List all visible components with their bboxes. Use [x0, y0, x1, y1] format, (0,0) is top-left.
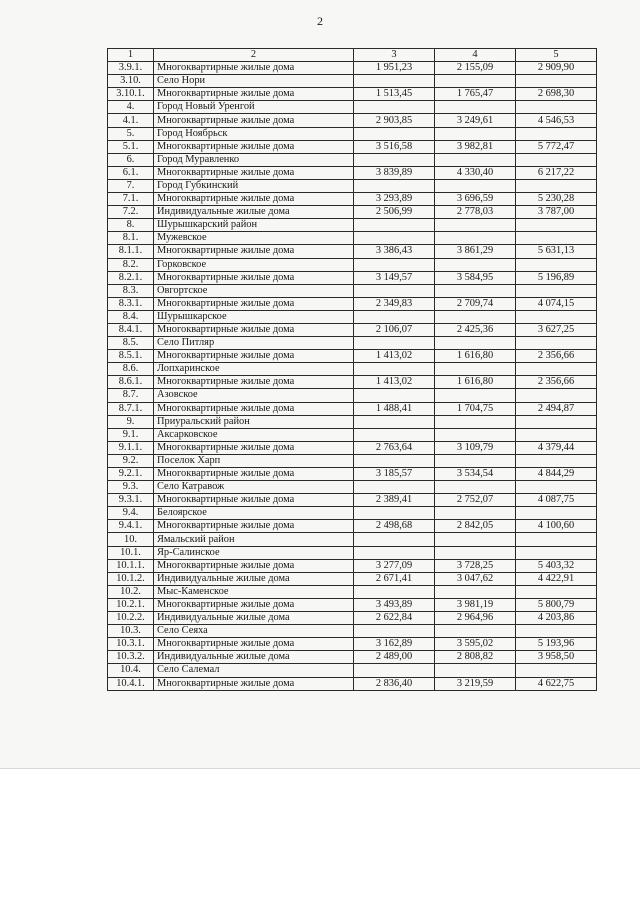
value-col4-cell: 3 982,81: [435, 140, 516, 153]
value-col3-cell: 2 506,99: [354, 206, 435, 219]
table-row: [108, 75, 597, 88]
value-col3-cell: [354, 179, 435, 192]
table-row: [108, 323, 597, 336]
value-col4-cell: [435, 507, 516, 520]
name-cell: Село Салемал: [154, 664, 354, 677]
value-col4-cell: 3 534,54: [435, 468, 516, 481]
name-cell: Село Питляр: [154, 337, 354, 350]
value-col3-cell: [354, 258, 435, 271]
name-cell: Многоквартирные жилые дома: [154, 468, 354, 481]
value-col3-cell: [354, 481, 435, 494]
table-row: [108, 245, 597, 258]
row-number-cell: 9.2.: [108, 454, 154, 467]
table-row: [108, 219, 597, 232]
value-col4-cell: [435, 533, 516, 546]
page-number: 2: [317, 14, 323, 28]
name-cell: Село Сеяха: [154, 625, 354, 638]
value-col5-cell: 4 074,15: [516, 297, 597, 310]
value-col5-cell: [516, 428, 597, 441]
value-col3-cell: [354, 101, 435, 114]
value-col3-cell: 1 513,45: [354, 88, 435, 101]
row-number-cell: 10.1.: [108, 546, 154, 559]
value-col5-cell: 4 100,60: [516, 520, 597, 533]
value-col3-cell: [354, 415, 435, 428]
table-row: [108, 415, 597, 428]
value-col4-cell: 3 981,19: [435, 598, 516, 611]
name-cell: Многоквартирные жилые дома: [154, 114, 354, 127]
value-col5-cell: [516, 179, 597, 192]
value-col4-cell: [435, 258, 516, 271]
value-col3-cell: [354, 284, 435, 297]
value-col4-cell: 2 709,74: [435, 297, 516, 310]
value-col3-cell: 2 671,41: [354, 572, 435, 585]
table-row: [108, 677, 597, 690]
row-number-cell: 9.1.: [108, 428, 154, 441]
value-col5-cell: [516, 75, 597, 88]
value-col4-cell: 3 696,59: [435, 193, 516, 206]
value-col3-cell: 2 349,83: [354, 297, 435, 310]
value-col4-cell: [435, 337, 516, 350]
row-number-cell: 9.1.1.: [108, 441, 154, 454]
value-col5-cell: 5 631,13: [516, 245, 597, 258]
name-cell: Многоквартирные жилые дома: [154, 376, 354, 389]
row-number-cell: 8.7.1.: [108, 402, 154, 415]
value-col5-cell: 5 772,47: [516, 140, 597, 153]
row-number-cell: 8.2.: [108, 258, 154, 271]
table-row: [108, 612, 597, 625]
name-cell: Мыс-Каменское: [154, 585, 354, 598]
value-col4-cell: 3 728,25: [435, 559, 516, 572]
value-col3-cell: [354, 219, 435, 232]
row-number-cell: 10.3.1.: [108, 638, 154, 651]
row-number-cell: 9.3.1.: [108, 494, 154, 507]
name-cell: Город Новый Уренгой: [154, 101, 354, 114]
value-col3-cell: 3 277,09: [354, 559, 435, 572]
value-col5-cell: 3 787,00: [516, 206, 597, 219]
name-cell: Индивидуальные жилые дома: [154, 572, 354, 585]
row-number-cell: 10.1.1.: [108, 559, 154, 572]
table-row: [108, 468, 597, 481]
value-col4-cell: 3 109,79: [435, 441, 516, 454]
name-cell: Многоквартирные жилые дома: [154, 297, 354, 310]
name-cell: Многоквартирные жилые дома: [154, 677, 354, 690]
row-number-cell: 10.2.2.: [108, 612, 154, 625]
value-col5-cell: 3 958,50: [516, 651, 597, 664]
tariff-table: [107, 48, 597, 691]
value-col3-cell: 1 488,41: [354, 402, 435, 415]
value-col4-cell: [435, 664, 516, 677]
name-cell: Лопхаринское: [154, 363, 354, 376]
row-number-cell: 8.3.: [108, 284, 154, 297]
table-row: [108, 363, 597, 376]
name-cell: Многоквартирные жилые дома: [154, 166, 354, 179]
name-cell: Многоквартирные жилые дома: [154, 441, 354, 454]
value-col4-cell: [435, 310, 516, 323]
value-col4-cell: 2 425,36: [435, 323, 516, 336]
table-row: [108, 481, 597, 494]
table-row: [108, 520, 597, 533]
value-col5-cell: 2 356,66: [516, 376, 597, 389]
value-col4-cell: 2 155,09: [435, 62, 516, 75]
value-col4-cell: [435, 153, 516, 166]
name-cell: Шурышкарский район: [154, 219, 354, 232]
value-col3-cell: [354, 389, 435, 402]
row-number-cell: 10.: [108, 533, 154, 546]
header-cell: 5: [516, 49, 597, 62]
value-col3-cell: 2 622,84: [354, 612, 435, 625]
table-row: [108, 651, 597, 664]
value-col3-cell: 2 763,64: [354, 441, 435, 454]
table-row: [108, 101, 597, 114]
value-col4-cell: [435, 481, 516, 494]
value-col5-cell: 4 844,29: [516, 468, 597, 481]
value-col3-cell: 1 413,02: [354, 350, 435, 363]
value-col5-cell: [516, 389, 597, 402]
name-cell: Овгортское: [154, 284, 354, 297]
name-cell: Многоквартирные жилые дома: [154, 245, 354, 258]
header-cell: 3: [354, 49, 435, 62]
value-col5-cell: [516, 219, 597, 232]
value-col5-cell: [516, 363, 597, 376]
table-row: [108, 507, 597, 520]
value-col3-cell: [354, 625, 435, 638]
row-number-cell: 9.4.: [108, 507, 154, 520]
name-cell: Индивидуальные жилые дома: [154, 612, 354, 625]
value-col5-cell: [516, 127, 597, 140]
value-col3-cell: 2 498,68: [354, 520, 435, 533]
value-col5-cell: 5 230,28: [516, 193, 597, 206]
value-col5-cell: [516, 232, 597, 245]
table-row: [108, 310, 597, 323]
value-col3-cell: [354, 337, 435, 350]
name-cell: Поселок Харп: [154, 454, 354, 467]
table-row: [108, 88, 597, 101]
value-col3-cell: [354, 546, 435, 559]
name-cell: Аксарковское: [154, 428, 354, 441]
row-number-cell: 10.4.1.: [108, 677, 154, 690]
value-col5-cell: [516, 258, 597, 271]
value-col4-cell: [435, 415, 516, 428]
table-row: [108, 193, 597, 206]
value-col5-cell: [516, 533, 597, 546]
table-row: [108, 585, 597, 598]
value-col5-cell: [516, 415, 597, 428]
row-number-cell: 8.: [108, 219, 154, 232]
value-col3-cell: 1 951,23: [354, 62, 435, 75]
value-col5-cell: 5 800,79: [516, 598, 597, 611]
name-cell: Индивидуальные жилые дома: [154, 206, 354, 219]
value-col3-cell: 3 293,89: [354, 193, 435, 206]
value-col3-cell: [354, 507, 435, 520]
value-col4-cell: 3 219,59: [435, 677, 516, 690]
value-col3-cell: 3 839,89: [354, 166, 435, 179]
table-row: [108, 454, 597, 467]
table-row: [108, 206, 597, 219]
value-col4-cell: 1 616,80: [435, 350, 516, 363]
value-col3-cell: [354, 533, 435, 546]
name-cell: Приуральский район: [154, 415, 354, 428]
value-col4-cell: 3 047,62: [435, 572, 516, 585]
row-number-cell: 8.1.1.: [108, 245, 154, 258]
table-row: [108, 284, 597, 297]
tariff-table-body: [108, 49, 597, 691]
row-number-cell: 8.5.: [108, 337, 154, 350]
value-col4-cell: 1 704,75: [435, 402, 516, 415]
value-col3-cell: [354, 664, 435, 677]
value-col3-cell: [354, 232, 435, 245]
row-number-cell: 7.: [108, 179, 154, 192]
value-col5-cell: [516, 454, 597, 467]
row-number-cell: 10.2.1.: [108, 598, 154, 611]
value-col4-cell: 3 249,61: [435, 114, 516, 127]
name-cell: Город Муравленко: [154, 153, 354, 166]
value-col3-cell: 2 389,41: [354, 494, 435, 507]
value-col5-cell: [516, 337, 597, 350]
row-number-cell: 8.5.1.: [108, 350, 154, 363]
table-row: [108, 297, 597, 310]
value-col4-cell: [435, 232, 516, 245]
value-col5-cell: 6 217,22: [516, 166, 597, 179]
row-number-cell: 3.9.1.: [108, 62, 154, 75]
value-col3-cell: [354, 75, 435, 88]
value-col4-cell: [435, 454, 516, 467]
table-row: [108, 664, 597, 677]
table-row: [108, 428, 597, 441]
table-header-row: [108, 49, 597, 62]
row-number-cell: 10.1.2.: [108, 572, 154, 585]
name-cell: Азовское: [154, 389, 354, 402]
value-col5-cell: 4 379,44: [516, 441, 597, 454]
value-col4-cell: 2 964,96: [435, 612, 516, 625]
name-cell: Многоквартирные жилые дома: [154, 323, 354, 336]
value-col5-cell: 3 627,25: [516, 323, 597, 336]
name-cell: Шурышкарское: [154, 310, 354, 323]
table-row: [108, 572, 597, 585]
value-col3-cell: 3 493,89: [354, 598, 435, 611]
name-cell: Многоквартирные жилые дома: [154, 598, 354, 611]
value-col5-cell: [516, 101, 597, 114]
row-number-cell: 7.1.: [108, 193, 154, 206]
header-cell: 1: [108, 49, 154, 62]
row-number-cell: 10.4.: [108, 664, 154, 677]
value-col3-cell: 1 413,02: [354, 376, 435, 389]
row-number-cell: 5.1.: [108, 140, 154, 153]
value-col3-cell: 3 516,58: [354, 140, 435, 153]
row-number-cell: 8.6.1.: [108, 376, 154, 389]
value-col3-cell: [354, 454, 435, 467]
row-number-cell: 8.3.1.: [108, 297, 154, 310]
name-cell: Многоквартирные жилые дома: [154, 520, 354, 533]
value-col5-cell: 2 698,30: [516, 88, 597, 101]
value-col4-cell: 3 861,29: [435, 245, 516, 258]
value-col3-cell: 2 106,07: [354, 323, 435, 336]
value-col3-cell: 3 386,43: [354, 245, 435, 258]
row-number-cell: 10.3.2.: [108, 651, 154, 664]
name-cell: Многоквартирные жилые дома: [154, 350, 354, 363]
row-number-cell: 10.3.: [108, 625, 154, 638]
value-col3-cell: [354, 127, 435, 140]
value-col4-cell: [435, 101, 516, 114]
value-col4-cell: [435, 428, 516, 441]
value-col5-cell: [516, 481, 597, 494]
row-number-cell: 9.2.1.: [108, 468, 154, 481]
table-row: [108, 389, 597, 402]
value-col3-cell: [354, 363, 435, 376]
value-col5-cell: [516, 153, 597, 166]
value-col5-cell: 2 909,90: [516, 62, 597, 75]
name-cell: Многоквартирные жилые дома: [154, 638, 354, 651]
value-col5-cell: 4 622,75: [516, 677, 597, 690]
row-number-cell: 3.10.: [108, 75, 154, 88]
row-number-cell: 8.2.1.: [108, 271, 154, 284]
table-row: [108, 153, 597, 166]
name-cell: Горковское: [154, 258, 354, 271]
value-col4-cell: [435, 179, 516, 192]
row-number-cell: 9.: [108, 415, 154, 428]
table-row: [108, 559, 597, 572]
table-row: [108, 402, 597, 415]
row-number-cell: 8.4.1.: [108, 323, 154, 336]
value-col4-cell: [435, 625, 516, 638]
table-row: [108, 232, 597, 245]
value-col4-cell: 2 778,03: [435, 206, 516, 219]
value-col4-cell: [435, 389, 516, 402]
name-cell: Многоквартирные жилые дома: [154, 494, 354, 507]
row-number-cell: 8.4.: [108, 310, 154, 323]
value-col4-cell: [435, 363, 516, 376]
name-cell: Многоквартирные жилые дома: [154, 193, 354, 206]
table-row: [108, 494, 597, 507]
table-row: [108, 127, 597, 140]
value-col5-cell: [516, 284, 597, 297]
table-row: [108, 166, 597, 179]
value-col4-cell: 3 595,02: [435, 638, 516, 651]
name-cell: Село Нори: [154, 75, 354, 88]
value-col4-cell: [435, 127, 516, 140]
value-col5-cell: [516, 310, 597, 323]
table-row: [108, 441, 597, 454]
value-col5-cell: 2 494,87: [516, 402, 597, 415]
value-col4-cell: 1 616,80: [435, 376, 516, 389]
name-cell: Ямальский район: [154, 533, 354, 546]
table-row: [108, 62, 597, 75]
row-number-cell: 4.: [108, 101, 154, 114]
value-col5-cell: 5 193,96: [516, 638, 597, 651]
table-row: [108, 376, 597, 389]
value-col4-cell: [435, 585, 516, 598]
table-row: [108, 114, 597, 127]
value-col5-cell: [516, 507, 597, 520]
row-number-cell: 4.1.: [108, 114, 154, 127]
row-number-cell: 9.3.: [108, 481, 154, 494]
value-col4-cell: 2 752,07: [435, 494, 516, 507]
header-cell: 4: [435, 49, 516, 62]
table-row: [108, 140, 597, 153]
value-col4-cell: 4 330,40: [435, 166, 516, 179]
row-number-cell: 8.1.: [108, 232, 154, 245]
value-col5-cell: 4 546,53: [516, 114, 597, 127]
value-col3-cell: [354, 310, 435, 323]
value-col4-cell: 3 584,95: [435, 271, 516, 284]
table-row: [108, 350, 597, 363]
table-row: [108, 533, 597, 546]
name-cell: Село Катравож: [154, 481, 354, 494]
row-number-cell: 3.10.1.: [108, 88, 154, 101]
name-cell: Белоярское: [154, 507, 354, 520]
value-col4-cell: 1 765,47: [435, 88, 516, 101]
value-col5-cell: [516, 546, 597, 559]
name-cell: Город Ноябрьск: [154, 127, 354, 140]
table-row: [108, 625, 597, 638]
value-col5-cell: 5 403,32: [516, 559, 597, 572]
value-col3-cell: 3 185,57: [354, 468, 435, 481]
value-col4-cell: [435, 284, 516, 297]
row-number-cell: 7.2.: [108, 206, 154, 219]
table-row: [108, 258, 597, 271]
name-cell: Мужевское: [154, 232, 354, 245]
name-cell: Многоквартирные жилые дома: [154, 402, 354, 415]
value-col5-cell: [516, 664, 597, 677]
name-cell: Многоквартирные жилые дома: [154, 559, 354, 572]
table-row: [108, 271, 597, 284]
value-col3-cell: 2 836,40: [354, 677, 435, 690]
value-col5-cell: [516, 625, 597, 638]
table-row: [108, 598, 597, 611]
name-cell: Многоквартирные жилые дома: [154, 88, 354, 101]
name-cell: Многоквартирные жилые дома: [154, 271, 354, 284]
name-cell: Яр-Салинское: [154, 546, 354, 559]
value-col3-cell: 3 162,89: [354, 638, 435, 651]
row-number-cell: 9.4.1.: [108, 520, 154, 533]
value-col4-cell: [435, 75, 516, 88]
row-number-cell: 5.: [108, 127, 154, 140]
value-col3-cell: [354, 585, 435, 598]
value-col3-cell: 2 903,85: [354, 114, 435, 127]
value-col3-cell: [354, 153, 435, 166]
table-row: [108, 638, 597, 651]
table-row: [108, 179, 597, 192]
value-col3-cell: 2 489,00: [354, 651, 435, 664]
value-col5-cell: 2 356,66: [516, 350, 597, 363]
name-cell: Город Губкинский: [154, 179, 354, 192]
row-number-cell: 8.6.: [108, 363, 154, 376]
value-col3-cell: 3 149,57: [354, 271, 435, 284]
value-col5-cell: [516, 585, 597, 598]
table-row: [108, 546, 597, 559]
name-cell: Индивидуальные жилые дома: [154, 651, 354, 664]
table-row: [108, 337, 597, 350]
value-col3-cell: [354, 428, 435, 441]
value-col4-cell: 2 842,05: [435, 520, 516, 533]
value-col5-cell: 4 087,75: [516, 494, 597, 507]
name-cell: Многоквартирные жилые дома: [154, 140, 354, 153]
name-cell: Многоквартирные жилые дома: [154, 62, 354, 75]
value-col4-cell: [435, 219, 516, 232]
value-col5-cell: 4 203,86: [516, 612, 597, 625]
header-cell: 2: [154, 49, 354, 62]
value-col5-cell: 4 422,91: [516, 572, 597, 585]
row-number-cell: 6.: [108, 153, 154, 166]
value-col4-cell: 2 808,82: [435, 651, 516, 664]
row-number-cell: 6.1.: [108, 166, 154, 179]
value-col5-cell: 5 196,89: [516, 271, 597, 284]
row-number-cell: 8.7.: [108, 389, 154, 402]
value-col4-cell: [435, 546, 516, 559]
row-number-cell: 10.2.: [108, 585, 154, 598]
